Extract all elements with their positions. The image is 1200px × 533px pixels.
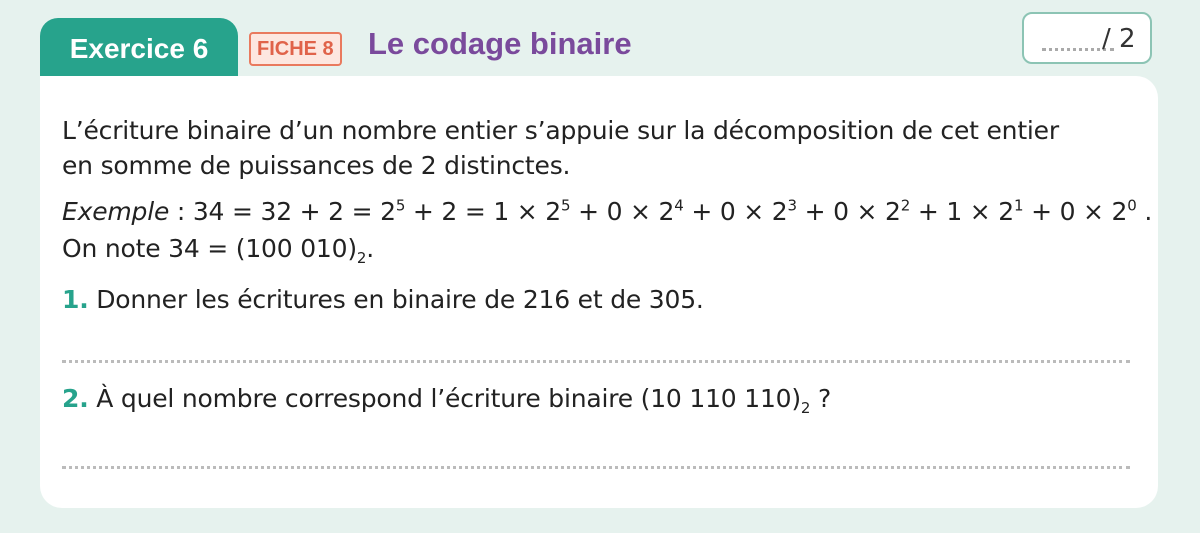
intro-line-1: L’écriture binaire d’un nombre entier s’appuie sur la décomposition de cet entier <box>62 116 1059 145</box>
answer-line-2[interactable] <box>62 466 1130 469</box>
score-box[interactable] <box>1022 12 1152 64</box>
question-2-suffix: ? <box>810 384 832 413</box>
question-1-number: 1. <box>62 285 89 314</box>
example-label: Exemple <box>62 197 170 226</box>
question-1 <box>62 285 704 314</box>
question-2-number: 2. <box>62 384 89 413</box>
question-2 <box>62 384 832 417</box>
question-2-text: À quel nombre correspond l’écriture binaire (10 110 110) <box>96 384 801 413</box>
question-1-text: Donner les écritures en binaire de 216 et de 305. <box>96 285 704 314</box>
answer-line-1[interactable] <box>62 360 1130 363</box>
note-suffix: . <box>366 234 374 263</box>
fiche-badge: FICHE 8 <box>249 32 342 66</box>
exercise-title: Le codage binaire <box>368 26 632 61</box>
question-2-subscript: 2 <box>800 399 811 417</box>
intro-line-2: en somme de puissances de 2 distinctes. <box>62 151 571 180</box>
note-subscript: 2 <box>356 249 367 267</box>
note-text: On note 34 = (100 010) <box>62 234 357 263</box>
example-line: Exemple : $34 = 32 + 2 = 2^5 + 2 = 1 \times 2^5 + 0 \times 2^4 + 0 \times 2^3 + 0 \times 2^2 + 1 \times 2^1 + 0 \times 2^0$ . <box>62 196 1153 226</box>
note-line <box>62 234 374 267</box>
example-prefix: : 34 = 32 + 2 = 2 <box>169 197 396 226</box>
exercise-tab: Exercice 6 <box>40 18 238 76</box>
score-max: / 2 <box>1102 24 1136 54</box>
